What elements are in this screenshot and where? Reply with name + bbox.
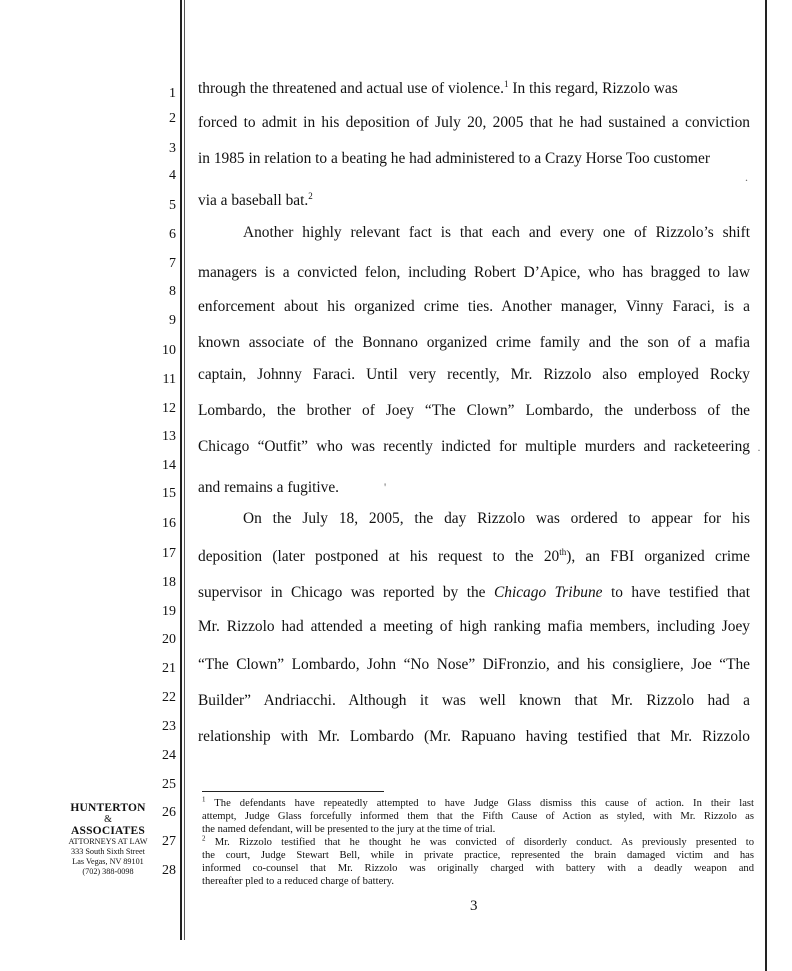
text-line: forced to admit in his deposition of July 20, 2005 that he had sustained a conviction [198,114,750,131]
firm-city: Las Vegas, NV 89101 [72,857,144,866]
footnote-line: $^2$ Mr. Rizzolo testified that he thought he was convicted of disorderly conduct. As previously presented to [202,834,754,848]
footnote-line: $^1$ The defendants have repeatedly attempted to have Judge Glass dismiss this cause of action. In their last [202,795,754,809]
text-line: managers is a convicted felon, including Robert D’Apice, who has bragged to law [198,264,750,281]
text-line: and remains a fugitive. [198,479,340,496]
scan-speck: · [757,443,761,457]
footnote-line: the court, Judge Stewart Bell, while in private practice, represented the brain damaged victim and has [202,850,754,861]
footnote-ref: 1 [503,78,509,89]
text-line: through the threatened and actual use of violence.$^1$ In this regard, Rizzolo was [198,78,678,97]
line-number: 24 [162,748,176,763]
line-number: 18 [162,575,176,590]
text-line: known associate of the Bonnano organized crime family and the son of a mafia [198,334,750,351]
text-line: captain, Johnny Faraci. Until very recently, Mr. Rizzolo also employed Rocky [198,366,750,383]
publication-title: Chicago Tribune [493,584,603,601]
line-number: 27 [162,834,176,849]
left-margin-rule [180,0,182,940]
footnote-line: attempt, Judge Glass forcefully informed them that the Fifth Cause of Action as styled, with Mr. Rizzolo as [202,811,754,822]
line-number: 16 [162,516,176,531]
line-number: 11 [162,372,176,387]
line-number: 22 [162,690,176,705]
text-line: via a baseball bat.$^2$ [198,190,313,209]
scan-speck: . [745,170,748,184]
firm-name-line1: HUNTERTON [70,802,146,814]
scan-speck: ' [384,480,387,494]
page-number: 3 [470,898,478,914]
line-number: 17 [162,546,176,561]
line-number: 13 [162,429,176,444]
footnote-line: the named defendant, will be presented to the jury at the time of trial. [202,824,496,835]
line-number: 9 [169,313,176,328]
firm-subtitle: ATTORNEYS AT LAW [68,837,148,846]
line-number: 4 [169,168,176,183]
text-line: in 1985 in relation to a beating he had administered to a Crazy Horse Too customer [198,150,710,167]
text-line: deposition (later postponed at his request to the 20th), an FBI organized crime [198,546,750,565]
line-number: 23 [162,719,176,734]
line-number: 2 [169,111,176,126]
line-number: 5 [169,198,176,213]
line-number: 15 [162,486,176,501]
line-number: 8 [169,284,176,299]
line-number: 6 [169,227,176,242]
line-number: 7 [169,256,176,271]
footnote-ref: 2 [308,190,313,201]
line-number: 12 [162,401,176,416]
footnote-line: informed co-counsel that Mr. Rizzolo was originally charged with battery with a deadly weapon and [202,863,754,874]
firm-phone: (702) 388-0098 [82,867,134,876]
line-number: 26 [162,805,176,820]
text-line: enforcement about his organized crime ties. Another manager, Vinny Faraci, is a [198,298,750,315]
text-line: Builder” Andriacchi. Although it was well known that Mr. Rizzolo had a [198,692,750,709]
line-number: 1 [169,86,176,101]
line-number: 20 [162,632,176,647]
left-margin-rule-inner [184,0,185,940]
footnote-line: thereafter pled to a reduced charge of battery. [202,876,395,887]
line-number: 21 [162,661,176,676]
line-number: 3 [169,141,176,156]
text-line: “The Clown” Lombardo, John “No Nose” DiFronzio, and his consigliere, Joe “The [198,656,750,673]
firm-street: 333 South Sixth Street [71,847,145,856]
right-margin-rule [765,0,767,971]
firm-name-line2: ASSOCIATES [70,825,145,837]
text-line: Lombardo, the brother of Joey “The Clown” Lombardo, the underboss of the [198,402,750,419]
text-line: On the July 18, 2005, the day Rizzolo was ordered to appear for his [243,510,750,527]
footnote-separator [202,791,384,792]
firm-ampersand: & [104,814,112,825]
text-line: relationship with Mr. Lombardo (Mr. Rapuano having testified that Mr. Rizzolo [198,728,750,745]
line-number: 25 [162,777,176,792]
line-number: 19 [162,604,176,619]
text-line: Chicago “Outfit” who was recently indicted for multiple murders and racketeering [198,438,750,455]
text-line: Mr. Rizzolo had attended a meeting of high ranking mafia members, including Joey [198,618,750,635]
text-line: supervisor in Chicago was reported by the Chicago Tribune to have testified that [198,584,751,601]
law-firm-block [60,802,156,877]
line-number: 14 [162,458,176,473]
line-number: 10 [162,343,176,358]
line-number: 28 [162,863,176,878]
text-line: Another highly relevant fact is that each and every one of Rizzolo’s shift [243,224,750,241]
